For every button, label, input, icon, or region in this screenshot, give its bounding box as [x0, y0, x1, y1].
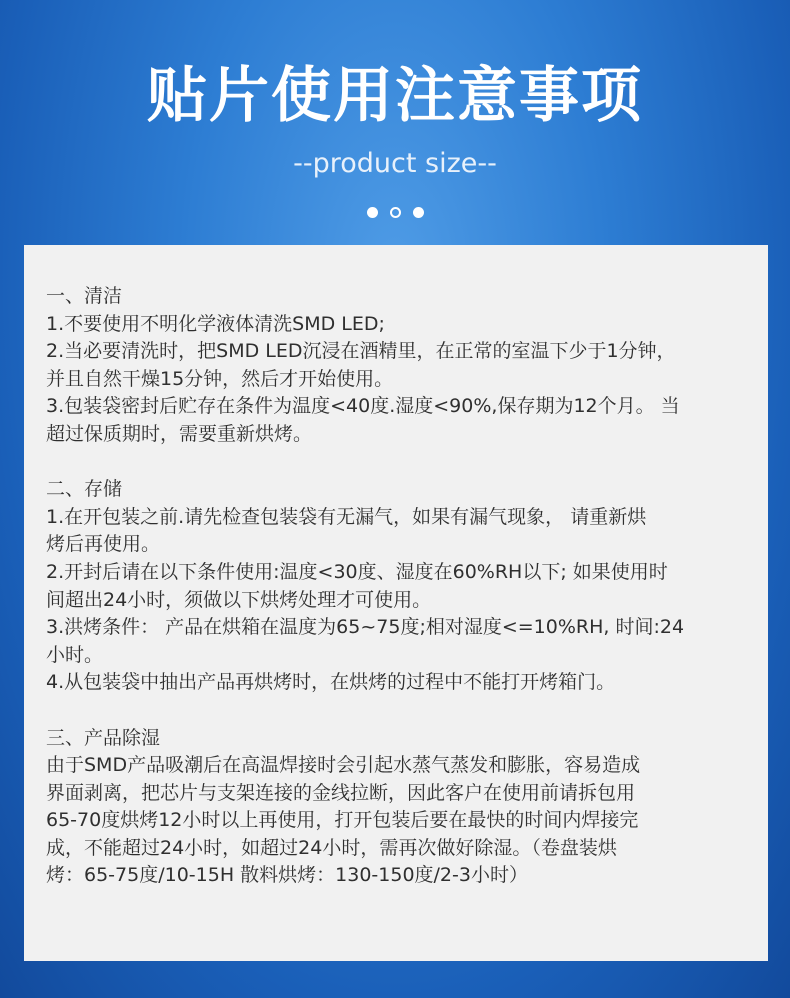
storage-line-7: 4.从包装袋中抽出产品再烘烤时，在烘烤的过程中不能打开烤箱门。 [46, 671, 616, 694]
dot-filled-icon [367, 207, 378, 218]
storage-line-4: 间超出24小时，须做以下烘烤处理才可使用。 [46, 588, 432, 611]
carousel-dots [0, 207, 790, 221]
section-heading-dehumidify: 三、产品除湿 [46, 726, 161, 749]
notice-content [46, 283, 752, 890]
storage-line-1: 1.在开包装之前.请先检查包装袋有无漏气，如果有漏气现象， 请重新烘 [46, 505, 647, 528]
page-title: 贴片使用注意事项 [147, 61, 643, 131]
page-subtitle: --product size-- [293, 148, 497, 179]
notice-card [24, 245, 768, 961]
storage-line-2: 烤后再使用。 [46, 533, 161, 556]
dehumidify-line-2: 界面剥离，把芯片与支架连接的金线拉断，因此客户在使用前请拆包用 [46, 781, 636, 804]
storage-line-3: 2.开封后请在以下条件使用:温度<30度、湿度在60%RH以下; 如果使用时 [46, 560, 668, 583]
section-heading-storage: 二、存储 [46, 478, 123, 501]
dot-hollow-icon [390, 207, 401, 218]
cleaning-line-4: 3.包装袋密封后贮存在条件为温度<40度.湿度<90%,保存期为12个月。 当 [46, 395, 680, 418]
storage-line-6: 小时。 [46, 643, 104, 666]
dehumidify-line-4: 成，不能超过24小时，如超过24小时，需再次做好除湿。（卷盘装烘 [46, 836, 617, 859]
dehumidify-line-3: 65-70度烘烤12小时以上再使用，打开包装后要在最快的时间内焊接完 [46, 809, 639, 832]
dehumidify-line-5: 烤：65-75度/10-15H 散料烘烤：130-150度/2-3小时） [46, 864, 528, 887]
storage-line-5: 3.洪烤条件： 产品在烘箱在温度为65~75度;相对湿度<=10%RH, 时间:24 [46, 616, 685, 639]
cleaning-line-5: 超过保质期时，需要重新烘烤。 [46, 422, 313, 445]
section-heading-cleaning: 一、清洁 [46, 285, 123, 307]
dehumidify-line-1: 由于SMD产品吸潮后在高温焊接时会引起水蒸气蒸发和膨胀，容易造成 [46, 754, 641, 777]
dot-filled-icon [413, 207, 424, 218]
cleaning-line-3: 并且自然干燥15分钟，然后才开始使用。 [46, 367, 394, 390]
section-gap [46, 449, 752, 477]
section-gap [46, 697, 752, 725]
cleaning-line-2: 2.当必要清洗时，把SMD LED沉浸在酒精里，在正常的室温下少于1分钟， [46, 340, 676, 363]
cleaning-line-1: 1.不要使用不明化学液体清洗SMD LED; [46, 312, 385, 335]
